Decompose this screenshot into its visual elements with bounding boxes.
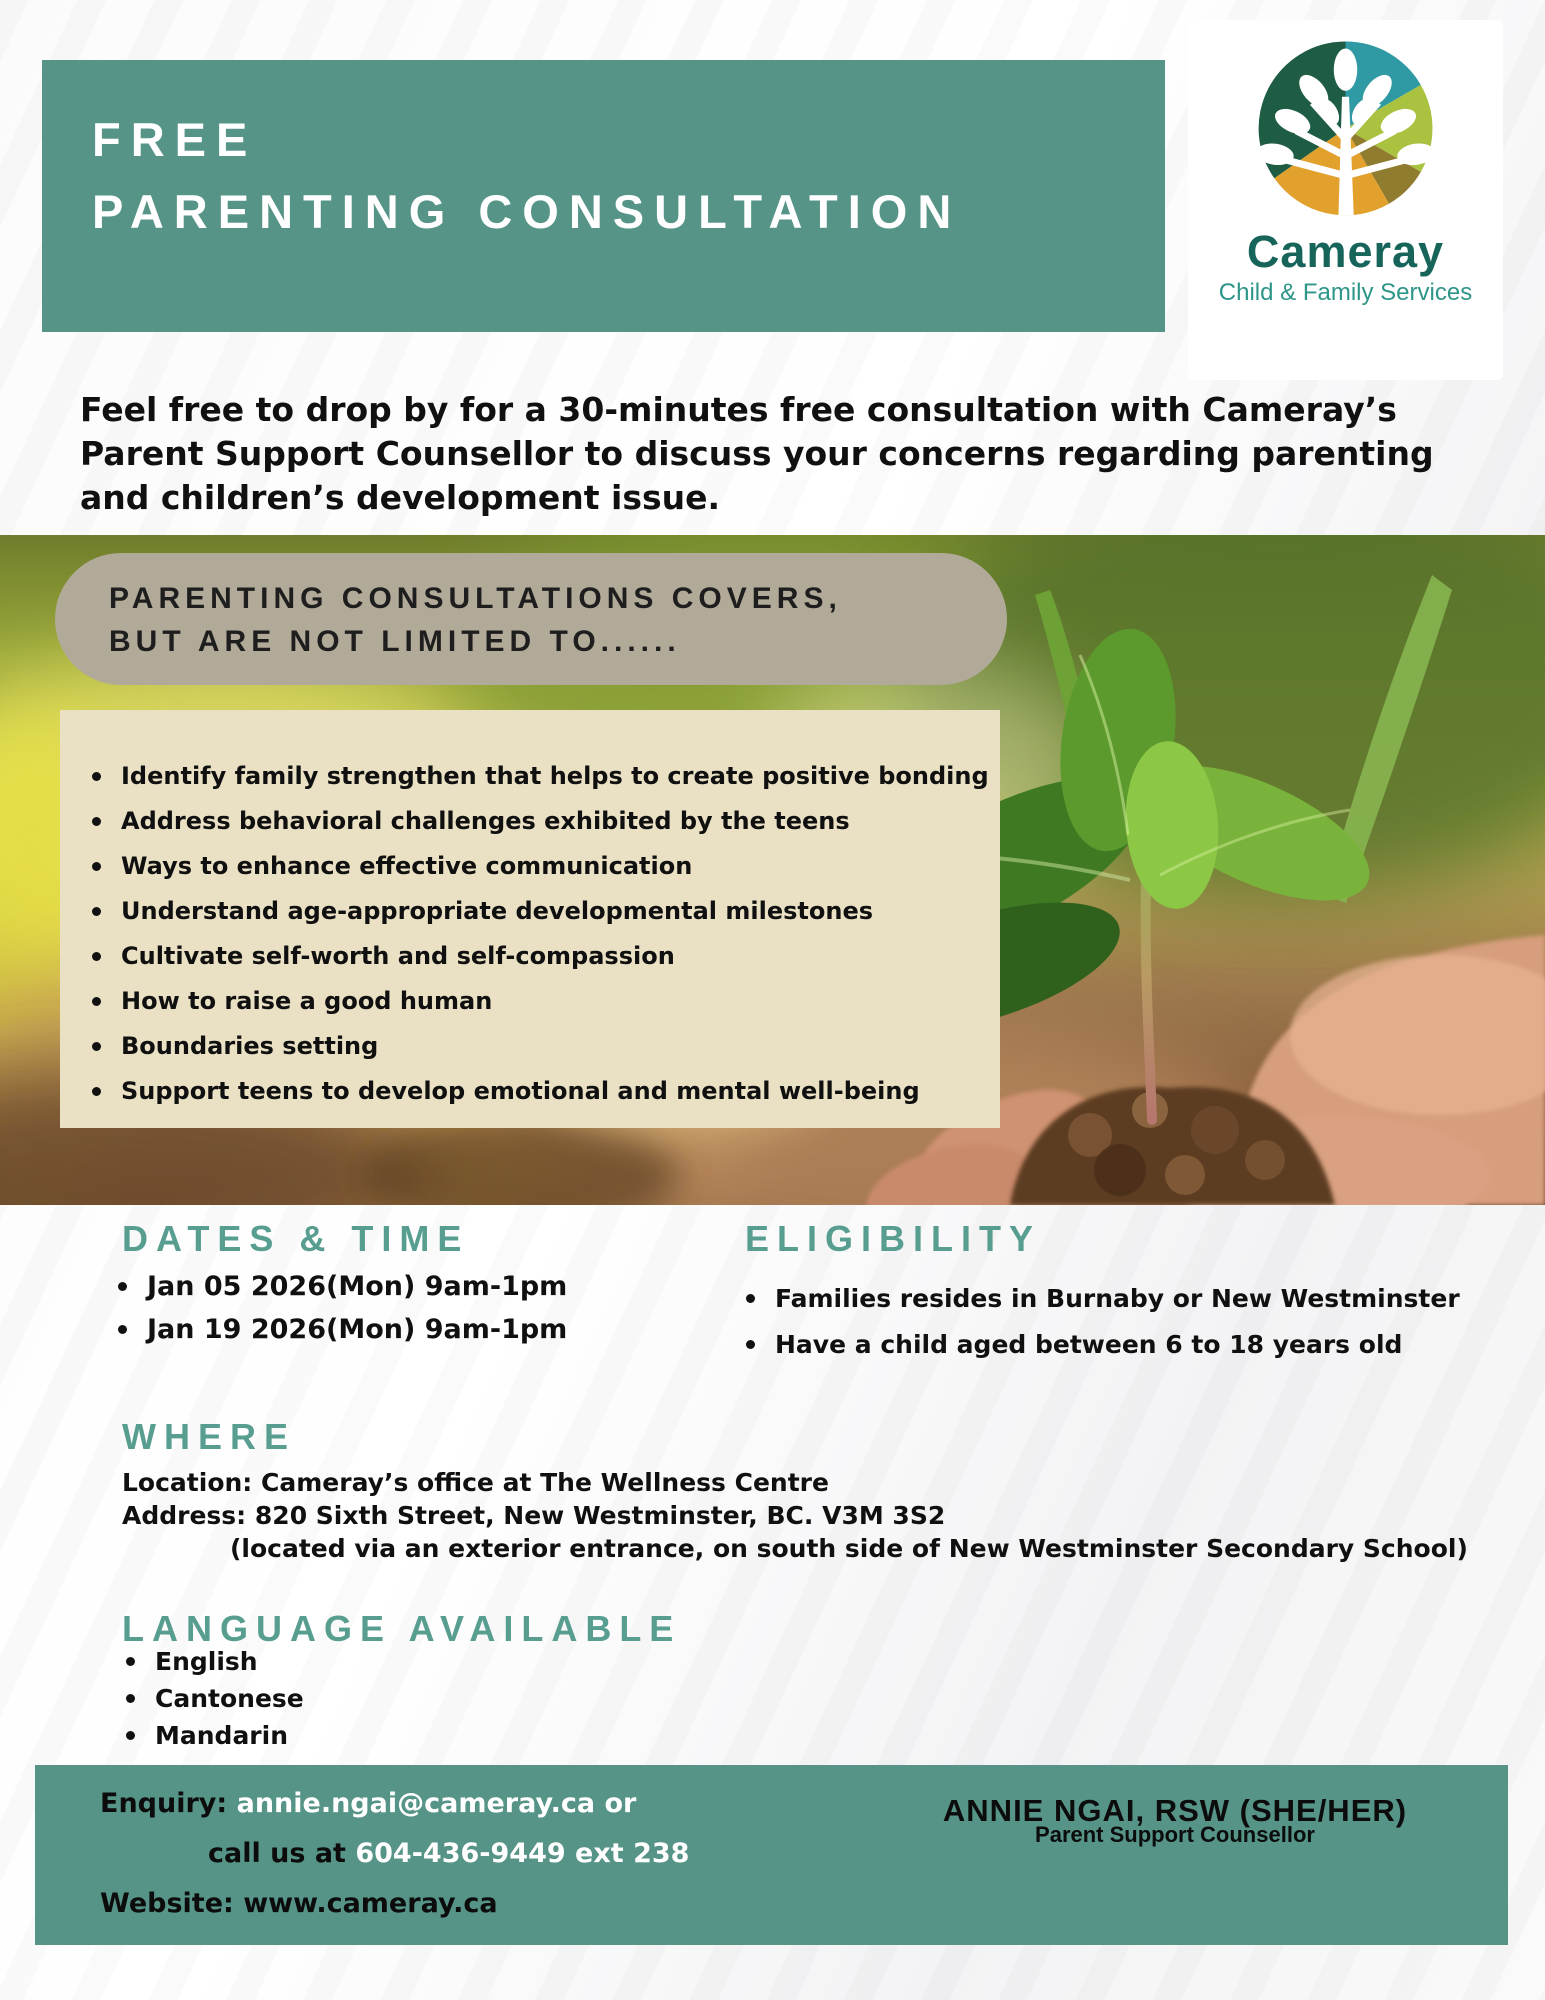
bullet-dot [126,1657,135,1666]
bullet-dot [92,1042,101,1051]
phone-number: 604-436-9449 ext 238 [355,1838,690,1869]
list-item-text: How to raise a good human [121,987,493,1015]
bullet-dot [92,907,101,916]
list-item [84,940,972,973]
list-item-text: Boundaries setting [121,1032,379,1060]
list-item-text: Support teens to develop emotional and mental well-being [121,1077,920,1105]
address-value: 820 Sixth Street, New Westminster, BC. V3M 3S2 [254,1501,946,1530]
counsellor-name: ANNIE NGAI, RSW (SHE/HER) [942,1793,1408,1828]
where-note: (located via an exterior entrance, on south side of New Westminster Secondary School) [230,1534,1468,1563]
list-item-text: English [155,1647,258,1676]
bullet-dot [92,997,101,1006]
list-item [738,1328,1460,1361]
list-item [84,895,972,928]
bullet-dot [92,772,101,781]
bullet-dot [126,1694,135,1703]
list-item-text: Address behavioral challenges exhibited by the teens [121,807,850,835]
list-item [84,1075,972,1108]
enquiry-or: or [604,1788,637,1819]
list-item-text: Cultivate self-worth and self-compassion [121,942,675,970]
list-item [738,1282,1460,1315]
footer-contact-block [100,1779,689,1929]
language-list [118,1645,304,1756]
cameray-logo [1188,20,1503,380]
list-item [118,1719,304,1752]
address-label: Address: [122,1501,247,1530]
bullet-dot [92,862,101,871]
language-heading: LANGUAGE AVAILABLE [122,1608,682,1649]
covers-heading-pill [55,553,1007,685]
enquiry-email: annie.ngai@cameray.ca [236,1788,596,1819]
bullet-dot [92,1087,101,1096]
phone-line [208,1829,689,1879]
intro-paragraph: Feel free to drop by for a 30-minutes free consultation with Cameray’s Parent Support Counsellor to discuss your concerns regarding parenting and children’s development issue. [80,390,1434,517]
location-label: Location: [122,1468,253,1497]
eligibility-heading: ELIGIBILITY [745,1218,1042,1259]
title-banner [42,60,1165,332]
list-item [84,850,972,883]
bullet-dot [746,1294,755,1303]
call-label: call us at [208,1838,346,1869]
list-item-text: Ways to enhance effective communication [121,852,693,880]
list-item-text: Families resides in Burnaby or New Westminster [775,1284,1460,1313]
logo-tagline: Child & Family Services [1218,279,1473,306]
tree-logo-icon [1228,32,1463,226]
website-url: www.cameray.ca [243,1888,498,1919]
dates-time-list [110,1270,567,1356]
list-item [118,1682,304,1715]
counsellor-title: Parent Support Counsellor [1035,1822,1315,1847]
title-line-2: PARENTING CONSULTATION [92,185,962,238]
list-item [84,985,972,1018]
covers-heading-line-2: BUT ARE NOT LIMITED TO...... [109,625,681,658]
where-details [122,1466,1468,1565]
bullet-dot [92,817,101,826]
list-item-text: Cantonese [155,1684,304,1713]
list-item [110,1313,567,1346]
list-item [118,1645,304,1678]
list-item-text: Identify family strengthen that helps to create positive bonding [121,762,989,790]
contact-footer [35,1765,1508,1945]
where-heading: WHERE [122,1416,296,1457]
list-item [84,1030,972,1063]
website-line [100,1879,689,1929]
list-item-text: Jan 05 2026(Mon) 9am-1pm [147,1271,568,1302]
logo-name: Cameray [1246,226,1445,277]
title-line-1: FREE [92,113,258,166]
counsellor-block [915,1793,1435,1848]
list-item-text: Mandarin [155,1721,289,1750]
bullet-dot [746,1340,755,1349]
location-value: Cameray’s office at The Wellness Centre [261,1468,829,1497]
list-item-text: Understand age-appropriate developmental milestones [121,897,874,925]
list-item [110,1270,567,1303]
bullet-dot [118,1282,127,1291]
enquiry-label: Enquiry: [100,1788,228,1819]
list-item-text: Jan 19 2026(Mon) 9am-1pm [147,1314,568,1345]
covers-heading-line-1: PARENTING CONSULTATIONS COVERS, [109,582,842,615]
bullet-dot [118,1325,127,1334]
eligibility-list [738,1282,1460,1374]
bullet-dot [126,1731,135,1740]
list-item-text: Have a child aged between 6 to 18 years old [775,1330,1403,1359]
bullet-dot [92,952,101,961]
where-location-line [122,1466,1468,1499]
covers-list-box [60,710,1000,1128]
covers-list [84,760,989,1108]
enquiry-line [100,1779,689,1829]
list-item [84,760,989,793]
website-label: Website: [100,1888,234,1919]
where-address-line [122,1499,1468,1532]
list-item [84,805,972,838]
dates-time-heading: DATES & TIME [122,1218,470,1259]
